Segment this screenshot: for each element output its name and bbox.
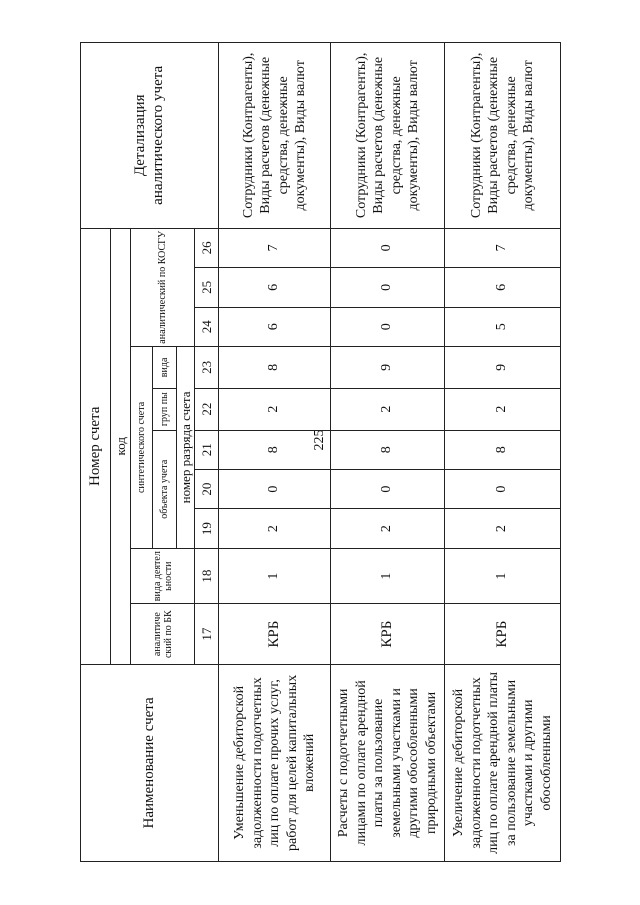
col-number: 24 xyxy=(195,307,219,346)
table-row xyxy=(219,43,331,862)
detail-cell: Сотрудники (Контрагенты), Виды расчетов (денежные средства, денежные документы), Виды валют xyxy=(219,43,331,229)
cell-21: 8 xyxy=(219,430,331,469)
account-table-sheet xyxy=(80,42,560,862)
cell-23: 9 xyxy=(445,347,561,389)
cell-activity: 1 xyxy=(219,548,331,604)
cell-activity: 1 xyxy=(331,548,445,604)
header-detail: Детализация аналитического учета xyxy=(81,43,219,229)
cell-25: 6 xyxy=(445,268,561,307)
cell-26: 0 xyxy=(331,228,445,267)
col-number: 21 xyxy=(195,430,219,469)
col-number: 25 xyxy=(195,268,219,307)
cell-20: 0 xyxy=(445,469,561,508)
table-row xyxy=(445,43,561,862)
header-account-number: Номер счета xyxy=(81,228,111,664)
cell-21: 8 xyxy=(331,430,445,469)
cell-23: 9 xyxy=(331,347,445,389)
cell-21: 8 xyxy=(445,430,561,469)
header-group: груп пы xyxy=(153,388,177,430)
table-row xyxy=(331,43,445,862)
cell-22: 2 xyxy=(219,388,331,430)
account-table xyxy=(80,42,561,862)
cell-20: 0 xyxy=(219,469,331,508)
col-number: 23 xyxy=(195,347,219,389)
cell-25: 0 xyxy=(331,268,445,307)
cell-24: 0 xyxy=(331,307,445,346)
cell-24: 5 xyxy=(445,307,561,346)
detail-cell: Сотрудники (Контрагенты), Виды расчетов (денежные средства, денежные документы), Виды валют xyxy=(445,43,561,229)
cell-22: 2 xyxy=(445,388,561,430)
col-number: 18 xyxy=(195,548,219,604)
header-code: код xyxy=(111,228,131,664)
cell-bk: КРБ xyxy=(219,604,331,664)
cell-activity: 1 xyxy=(445,548,561,604)
col-number: 20 xyxy=(195,469,219,508)
cell-20: 0 xyxy=(331,469,445,508)
header-synthetic: синтетического счета xyxy=(131,347,153,549)
account-name: Увеличение дебиторской задолженности подотчетных лиц по оплате арендной платы за пользование земельными участками и другими обособленными xyxy=(445,664,561,861)
header-account-name: Наименование счета xyxy=(81,664,219,861)
header-accounting-object: объекта учета xyxy=(153,430,177,548)
cell-24: 6 xyxy=(219,307,331,346)
col-number: 19 xyxy=(195,509,219,548)
cell-23: 8 xyxy=(219,347,331,389)
col-number: 22 xyxy=(195,388,219,430)
col-number: 26 xyxy=(195,228,219,267)
header-digit-number: номер разряда счета xyxy=(177,347,195,549)
page-number: 225 xyxy=(312,429,327,451)
col-number: 17 xyxy=(195,604,219,664)
header-kind: вида xyxy=(153,347,177,389)
cell-25: 6 xyxy=(219,268,331,307)
cell-19: 2 xyxy=(219,509,331,548)
cell-19: 2 xyxy=(445,509,561,548)
cell-bk: КРБ xyxy=(331,604,445,664)
account-name: Расчеты с подотчетными лицами по оплате арендной платы за пользование земельными участками и другими обособленными природными объектами xyxy=(331,664,445,861)
cell-26: 7 xyxy=(219,228,331,267)
header-analytic-kosgu: аналитический по КОСГУ xyxy=(131,228,195,346)
header-analytic-bk: аналитиче ский по БК xyxy=(131,604,195,664)
cell-19: 2 xyxy=(331,509,445,548)
cell-26: 7 xyxy=(445,228,561,267)
account-name: Уменьшение дебиторской задолженности подотчетных лиц по оплате прочих услуг, работ для целей капитальных вложений xyxy=(219,664,331,861)
cell-bk: КРБ xyxy=(445,604,561,664)
cell-22: 2 xyxy=(331,388,445,430)
detail-cell: Сотрудники (Контрагенты), Виды расчетов (денежные средства, денежные документы), Виды валют xyxy=(331,43,445,229)
header-activity-type: вида деятел ьности xyxy=(131,548,195,604)
